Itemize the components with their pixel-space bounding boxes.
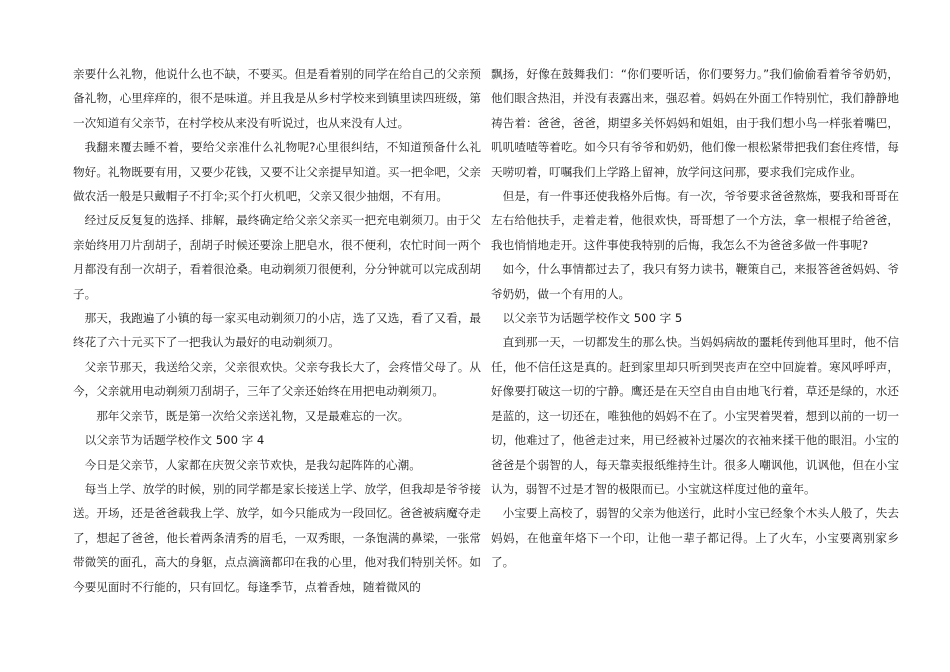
paragraph: 但是，有一件事还使我格外后悔。有一次，爷爷要求爸爸熬炼，要我和哥哥在左右给他扶手，走着走着，他很欢快，哥哥想了一个方法，拿一根棍子给爸爸，我也悄悄地走开。这件事使我特别的后悔，我怎么不为爸爸多做一件事呢? — [491, 189, 899, 252]
paragraph: 今日是父亲节，人家都在庆贺父亲节欢快，是我勾起阵阵的心潮。 — [84, 457, 421, 472]
right-text-column — [491, 62, 899, 575]
section-heading: 以父亲节为话题学校作文 500 字 4 — [84, 433, 265, 448]
paragraph: 飘扬，好像在鼓舞我们：“你们要听话，你们要努力。”我们偷偷看着爷爷奶奶，他们眼含热泪，并没有表露出来，强忍着。妈妈在外面工作特别忙，我们静静地祷告着：爸爸，爸爸，期望多关怀妈妈和姐姐，由于我们想小鸟一样张着嘴巴，叽叽喳喳等着吃。如今只有爷爷和奶奶，他们像一根松紧带把我们套住疼惜，每天唠叨着，叮嘱我们上学路上留神，放学问这问那，要求我们完成作业。 — [491, 67, 899, 179]
paragraph: 亲要什么礼物，他说什么也不缺，不要买。但是看着别的同学在给自己的父亲预备礼物，心里痒痒的，很不是味道。并且我是从乡村学校来到镇里读四班级，第一次知道有父亲节，在村学校从来没有听说过，也从来没有人过。 — [73, 67, 481, 130]
paragraph: 那年父亲节，既是第一次给父亲送礼物，又是最难忘的一次。 — [96, 408, 410, 423]
paragraph: 直到那一天，一切都发生的那么快。当妈妈病故的噩耗传到他耳里时，他不信任，他不信任这是真的。赶到家里却只听到哭丧声在空中回旋着。寒风呼呼声，好像要打破这一切的宁静。鹰还是在天空自由自由地飞行着，草还是绿的，水还是蓝的，这一切还在，唯独他的妈妈不在了。小宝哭着哭着，想到以前的一切一切，他难过了，他爸走过来，用已经被补过屡次的衣袖来揉干他的眼泪。小宝的爸爸是个弱智的人，每天靠卖报纸维持生计。很多人嘲讽他，讥讽他，但在小宝认为，弱智不过是才智的极限而已。小宝就这样度过他的童年。 — [491, 335, 899, 496]
paragraph: 那天，我跑遍了小镇的每一家买电动剃须刀的小店，选了又选，看了又看，最终花了六十元买下了一把我认为最好的电动剃须刀。 — [73, 311, 481, 350]
paragraph: 如今，什么事情都过去了，我只有努力读书，鞭策自己，来报答爸爸妈妈、爷爷奶奶，做一个有用的人。 — [491, 262, 899, 301]
left-text-column — [73, 62, 481, 599]
paragraph: 小宝要上高校了，弱智的父亲为他送行，此时小宝已经象个木头人般了，失去妈妈，在他童年烙下一个印，让他一辈子都记得。上了火车，小宝要离别家乡了。 — [491, 506, 899, 570]
section-heading: 以父亲节为话题学校作文 500 字 5 — [502, 311, 683, 326]
paragraph: 经过反反复复的选择、排解，最终确定给父亲父亲买一把充电剃须刀。由于父亲始终用刀片刮胡子，刮胡子时候还要涂上肥皂水，很不便利，农忙时间一两个月都没有刮一次胡子，看着很沧桑。电动剃须刀很便利，分分钟就可以完成刮胡子。 — [73, 213, 481, 301]
paragraph: 我翻来覆去睡不着，要给父亲准什么礼物呢?心里很纠结，不知道预备什么礼物好。礼物既要有用，又要少花钱，又要不让父亲提早知道。买一把伞吧，父亲做农活一般是只戴帽子不打伞;买个打火机吧，父亲又很少抽烟，不有用。 — [73, 140, 481, 204]
paragraph: 父亲节那天，我送给父亲，父亲很欢快。父亲夸我长大了，会疼惜父母了。从今，父亲就用电动剃须刀刮胡子，三年了父亲还始终在用把电动剃须刀。 — [73, 359, 481, 399]
paragraph: 每当上学、放学的时候，别的同学都是家长接送上学、放学，但我却是爷爷接送。开场，还是爸爸载我上学、放学，如今只能成为一段回忆。爸爸被病魔夺走了，想起了爸爸，他长着两条清秀的眉毛，一双秀眼，一条饱满的鼻梁，一张常带微笑的面孔，高大的身躯，点点滴滴都印在我的心里，他对我们特别关怀。如今要见面时不行能的，只有回忆。每逢季节，点着香烛，随着微风的 — [73, 481, 481, 594]
